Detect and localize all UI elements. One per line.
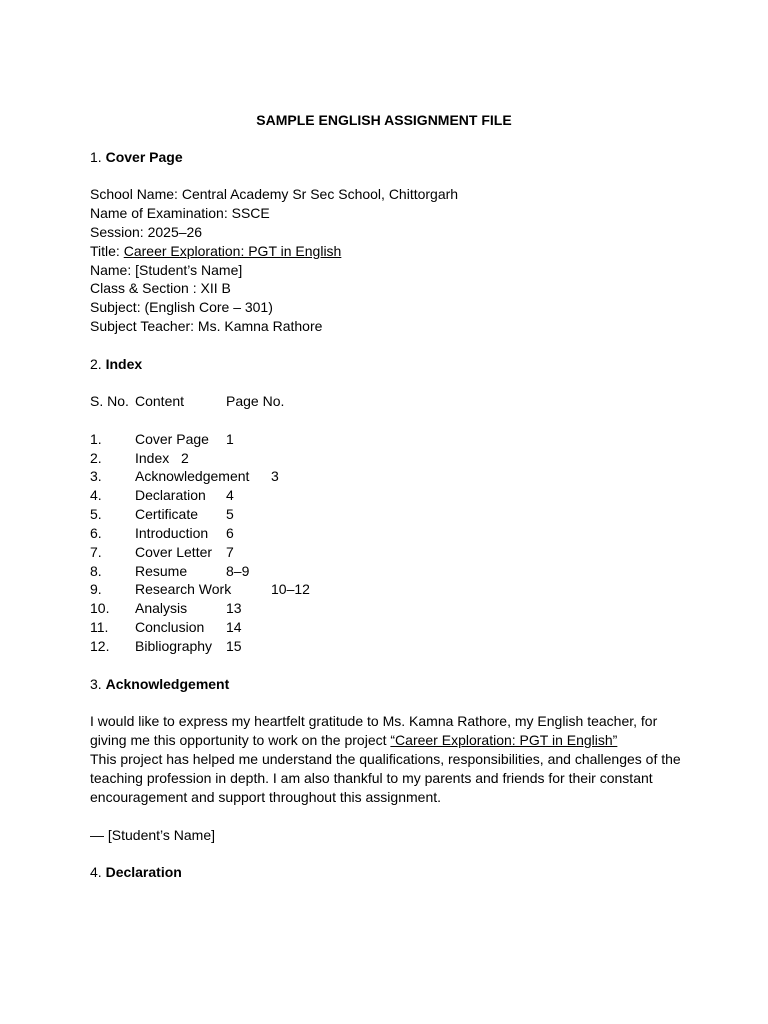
table-row [90,431,490,448]
row-sno: 1. [90,431,102,447]
row-page: 7 [226,544,234,560]
row-page: 15 [226,638,242,654]
ack-line-5: encouragement and support throughout this assignment. [90,789,442,805]
field-label: Subject Teacher: [90,318,195,334]
section-title: Acknowledgement [105,676,230,692]
row-sno: 4. [90,487,102,503]
exam-name-line [90,205,270,222]
row-page: 3 [271,468,279,484]
row-sno: 9. [90,581,102,597]
header-page: Page No. [226,393,285,409]
ack-line-1: I would like to express my heartfelt gratitude to Ms. Kamna Rathore, my English teacher, for [90,713,658,729]
row-content: Research Work [135,581,232,597]
table-row [90,619,490,636]
section-number: 1. [90,149,102,165]
section-number: 4. [90,864,102,880]
field-value: 2025–26 [147,224,203,240]
row-sno: 12. [90,638,110,654]
row-content: Analysis [135,600,188,616]
table-row [90,450,490,467]
row-content: Resume [135,563,188,579]
ack-signature: — [Student’s Name] [90,827,216,843]
table-row [90,544,490,561]
row-sno: 6. [90,525,102,541]
field-label: Name: [90,262,132,278]
subject-line [90,299,273,316]
row-page: 6 [226,525,234,541]
table-row [90,525,490,542]
row-content: Cover Letter [135,544,213,560]
ack-text: giving me this opportunity to work on the project [90,732,391,748]
class-section-line [90,280,231,297]
school-name-line [90,186,458,203]
section-heading-declaration [90,864,182,881]
section-title: Declaration [105,864,182,880]
row-page: 8–9 [226,563,250,579]
field-label: Class & Section : [90,280,197,296]
row-sno: 7. [90,544,102,560]
row-sno: 5. [90,506,102,522]
row-page: 14 [226,619,242,635]
row-sno: 2. [90,450,102,466]
project-title-quote: “Career Exploration: PGT in English” [390,732,618,748]
field-label: Subject: [90,299,141,315]
field-label: Name of Examination: [90,205,228,221]
section-title: Cover Page [105,149,183,165]
row-page: 13 [226,600,242,616]
ack-line-3: This project has helped me understand the qualifications, responsibilities, and challenges of the [90,751,681,767]
document-title: SAMPLE ENGLISH ASSIGNMENT FILE [256,112,512,128]
row-content: Certificate [135,506,199,522]
project-title-value: Career Exploration: PGT in English [123,243,342,259]
row-content: Declaration [135,487,206,503]
header-sno: S. No. [90,393,129,409]
field-value: SSCE [231,205,270,221]
section-heading-cover [90,149,183,166]
title-line [90,243,341,260]
field-label: Title: [90,243,120,259]
table-row [90,563,490,580]
section-number: 2. [90,356,102,372]
table-row [90,600,490,617]
row-sno: 10. [90,600,110,616]
row-content: Bibliography [135,638,213,654]
row-content: Conclusion [135,619,205,635]
row-content: Index [135,450,170,466]
ack-line-4: teaching profession in depth. I am also thankful to my parents and friends for their constant [90,770,653,786]
ack-line-2 [90,732,617,749]
row-sno: 8. [90,563,102,579]
row-page: 4 [226,487,234,503]
row-content: Cover Page [135,431,209,447]
section-title: Index [105,356,143,372]
header-content: Content [135,393,185,409]
field-label: School Name: [90,186,178,202]
table-row [90,506,490,523]
field-value: [Student’s Name] [135,262,243,278]
table-row [90,581,490,598]
section-number: 3. [90,676,102,692]
table-row [90,638,490,655]
row-content: Acknowledgement [135,468,250,484]
row-sno: 3. [90,468,102,484]
section-heading-acknowledgement [90,676,229,693]
field-value: XII B [200,280,231,296]
session-line [90,224,202,241]
field-value: Ms. Kamna Rathore [197,318,323,334]
row-page: 1 [226,431,234,447]
field-label: Session: [90,224,144,240]
index-table-header [90,393,490,410]
field-value: Central Academy Sr Sec School, Chittorgarh [181,186,459,202]
teacher-line [90,318,322,335]
row-page: 5 [226,506,234,522]
row-page: 2 [181,450,189,466]
row-content: Introduction [135,525,209,541]
field-value: (English Core – 301) [144,299,273,315]
section-heading-index [90,356,142,373]
table-row [90,487,490,504]
student-name-line [90,262,242,279]
row-page: 10–12 [271,581,310,597]
row-sno: 11. [90,619,109,635]
table-row [90,468,490,485]
